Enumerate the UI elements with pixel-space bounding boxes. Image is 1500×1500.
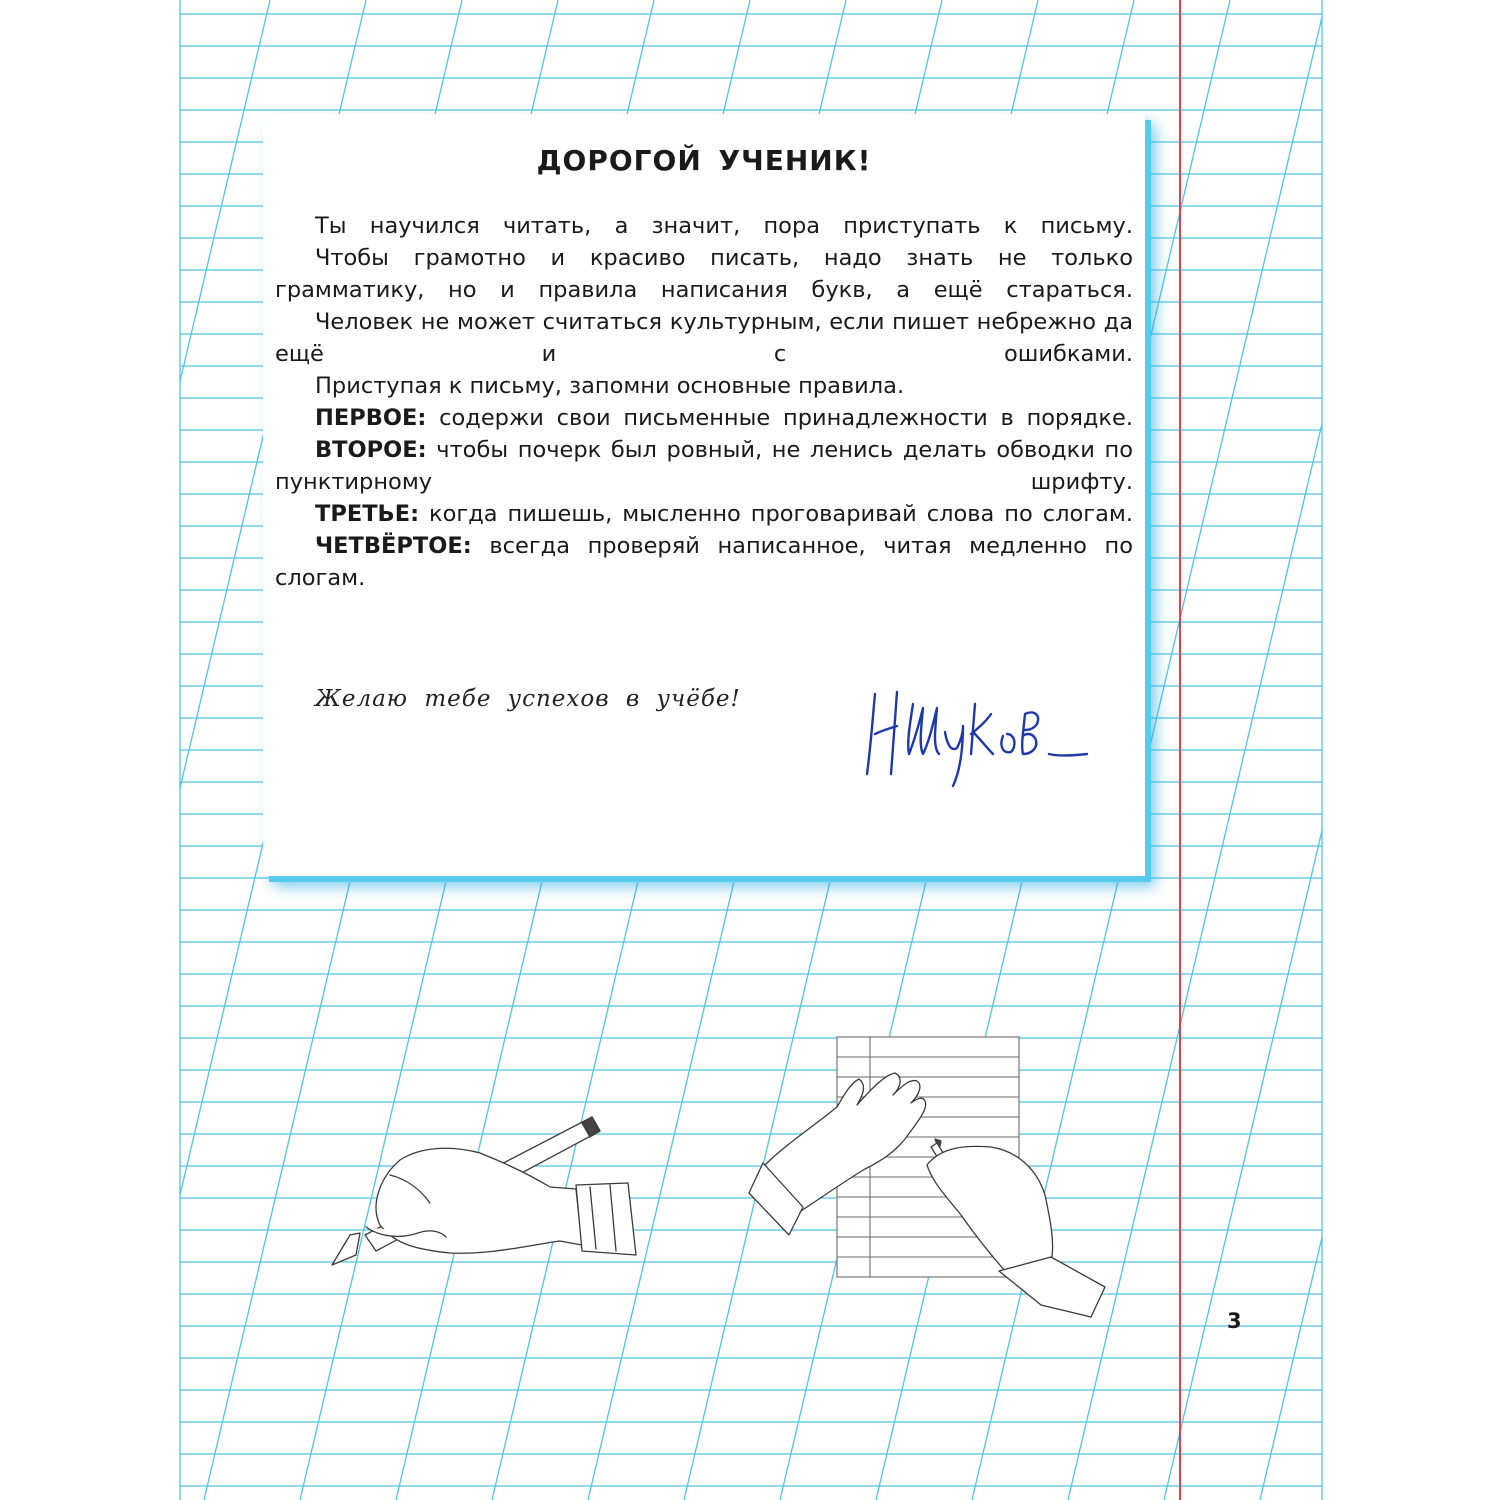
rule-fourth-label: ЧЕТВЁРТОЕ: <box>315 533 472 559</box>
wish-text: Желаю тебе успехов в учёбе! <box>315 686 741 712</box>
rule-first <box>275 402 1133 434</box>
page-number: 3 <box>1227 1309 1242 1333</box>
rule-fourth <box>275 530 1133 594</box>
slant-guide-line <box>1356 0 1500 1500</box>
rule-fourth-text: всегда проверяй написанное, читая медленно по слогам. <box>275 533 1133 591</box>
rule-third <box>275 498 1133 530</box>
rule-third-label: ТРЕТЬЕ: <box>315 501 420 527</box>
letter-card <box>263 114 1145 876</box>
rule-third-text: когда пишешь, мысленно проговаривай слова по слогам. <box>419 501 1133 527</box>
paragraph-rules-intro: Приступая к письму, запомни основные правила. <box>315 373 905 399</box>
letter-title: ДОРОГОЙ УЧЕНИК! <box>536 144 872 177</box>
paragraph-intro: Ты научился читать, а значит, пора приступать к письму. <box>315 213 1133 239</box>
paragraph-grammar: Чтобы грамотно и красиво писать, надо знать не только грамматику, но и правила написания букв, а ещё стараться. <box>275 245 1133 303</box>
signature-handwritten <box>853 674 1093 794</box>
rule-second <box>275 434 1133 498</box>
rule-first-label: ПЕРВОЕ: <box>315 405 427 431</box>
letter-body <box>275 210 1133 594</box>
rule-second-text: чтобы почерк был ровный, не ленись делать обводки по пунктирному шрифту. <box>275 437 1133 495</box>
hand-holding-pen-illustration <box>320 1105 670 1275</box>
rule-first-text: содержи свои письменные принадлежности в порядке. <box>426 405 1133 431</box>
slant-guide-line <box>0 0 174 1500</box>
hands-writing-on-paper-illustration <box>745 1035 1110 1335</box>
rule-second-label: ВТОРОЕ: <box>315 437 427 463</box>
paragraph-culture: Человек не может считаться культурным, если пишет небрежно да ещё и с ошибками. <box>275 309 1133 367</box>
